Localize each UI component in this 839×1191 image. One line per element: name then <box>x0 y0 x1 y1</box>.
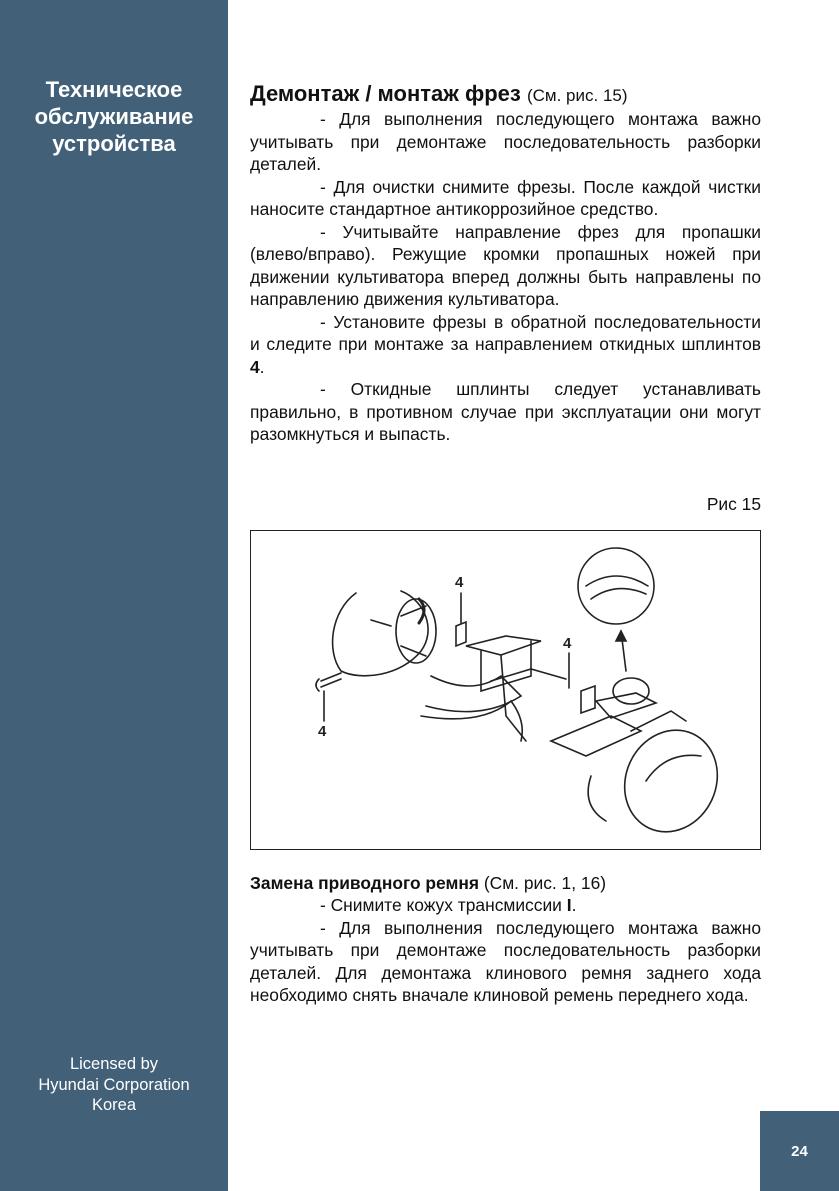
page-number-label: 24 <box>791 1142 808 1160</box>
bold-ref: 4 <box>250 356 260 377</box>
paragraph: - Для очистки снимите фрезы. После каждой чистки наносите стандартное антикоррозийное средство. <box>250 176 761 219</box>
sidebar <box>0 0 228 1191</box>
paragraph-text: - Установите фрезы в обратной последовательности и следите при монтаже за направлением откидных шплинтов <box>250 311 761 354</box>
page-number <box>760 1111 839 1191</box>
section1-title: Демонтаж / монтаж фрез <box>250 81 521 106</box>
figure-caption: Рис 15 <box>706 494 761 514</box>
section1-heading <box>250 80 761 110</box>
paragraph: - Учитывайте направление фрез для пропашки (влево/вправо). Режущие кромки пропашных ножей при движении культиватора вперед должны быть направлены по направлению движения культиватора. <box>250 221 761 309</box>
section2-heading <box>250 872 761 895</box>
paragraph <box>250 311 761 379</box>
paragraph-text: - Снимите кожух трансмиссии <box>320 895 562 915</box>
section2-body <box>250 894 761 1007</box>
bold-ref: I <box>566 895 572 915</box>
paragraph <box>250 894 761 917</box>
paragraph: - Откидные шплинты следует устанавливать правильно, в противном случае при эксплуатации они могут разомкнуться и выпасть. <box>250 379 761 444</box>
section2-title-ref: (См. рис. 1, 16) <box>483 873 607 893</box>
bold-ref-suffix: . <box>571 895 577 915</box>
figure-15 <box>250 530 761 850</box>
bold-ref-suffix: . <box>259 356 265 377</box>
figure-label: 4 <box>318 723 327 740</box>
section1-title-ref: (См. рис. 15) <box>526 86 628 105</box>
section2-title: Замена приводного ремня <box>250 873 479 893</box>
section-title: Техническое обслуживание устройства <box>34 77 194 156</box>
tiller-assembly-drawing <box>251 531 760 849</box>
paragraph: - Для выполнения последующего монтажа важно учитывать при демонтаже последовательность разборки деталей. Для демонтажа клинового ремня заднего хода необходимо снять вначале клиновой ремень переднего хода. <box>250 917 761 1005</box>
paragraph: - Для выполнения последующего монтажа важно учитывать при демонтаже последовательность разборки деталей. <box>250 109 761 174</box>
license-note: Licensed by Hyundai Corporation Korea <box>38 1055 190 1114</box>
figure-label: 4 <box>563 635 572 652</box>
figure-label: 4 <box>455 574 464 591</box>
section1-body <box>250 108 761 446</box>
